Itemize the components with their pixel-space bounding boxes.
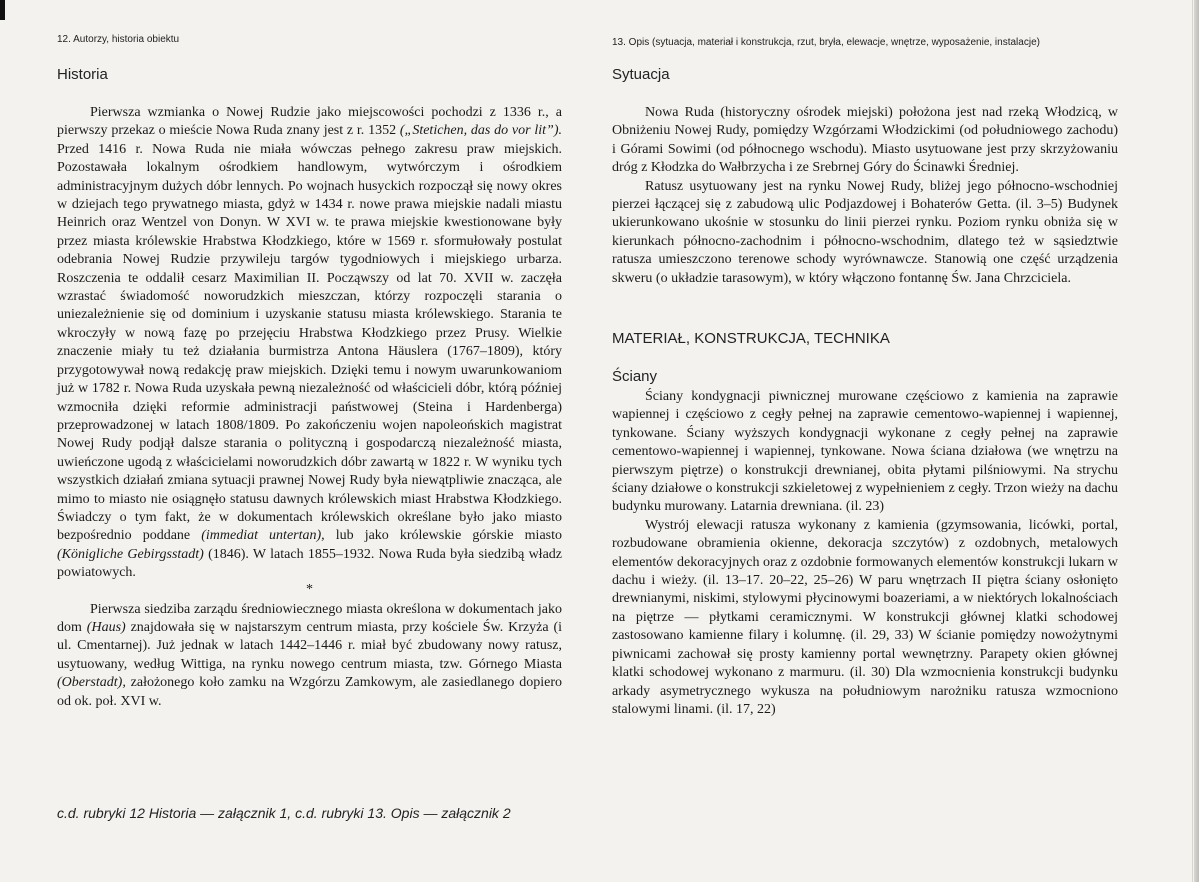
text-run: lub jako królewskie górskie miasto <box>324 528 562 544</box>
italic-term: (Oberstadt), <box>57 675 126 691</box>
italic-term: (Haus) <box>86 619 126 635</box>
italic-term: (Königliche Gebirgsstadt) <box>57 546 204 562</box>
footer-note: c.d. rubryki 12 Historia — załącznik 1, c.d. rubryki 13. Opis — załącznik 2 <box>57 805 511 821</box>
sytuacja-paragraph-2: Ratusz usytuowany jest na rynku Nowej Rudy, bliżej jego północno-wschodniej pierzei łączącej się z zabudową ulic Podjazdowej i Bohaterów Getta. (il. 3–5) Budynek ukierunkowano ukośnie w stosunku do linii pierzei rynku. Poziom rynku obniża się w kierunkach północno-zachodnim i północno-wschodnim, dlatego też w sąsiedztwie ratusza umieszczono terenowe schody wyrównawcze. Stanowią one część urządzenia skweru (o układzie tarasowym), w który włączono fontannę Św. Jana Chrzciciela. <box>612 178 1118 286</box>
text-run: Przed 1416 r. Nowa Ruda nie miała wówczas pełnego zakresu praw miejskich. Pozostawała lokalnym ośrodkiem handlowym, wytwórczym i ośrodkiem administracyjnym dużych dóbr lennych. Po wojnach husyckich rozpoczął się nowy okres w dziejach tego prywatnego miasta, gdyż w 1434 r. nowe prawa miejskie nadali miastu Heinrich oraz Wentzel von Donyn. W XVI w. te prawa miejskie kwestionowane były przez miasta królewskie Hrabstwa Kłodzkiego, które w 1569 r. sformułowały postulat odebrania Nowej Rudzie przywileju targów tygodniowych i miejskiego urbarza. Roszczenia te oddalił cesarz Maximilian II. Począwszy od lat 70. XVII w. zaczęła wzrastać świadomość noworudzkich mieszczan, którzy rozpoczęli starania o uniezależnienie się od dominium i uzyskanie statusu miasta królewskiego. Starania te wkroczyły w nową fazę po przejęciu Hrabstwa Kłodzkiego przez Prusy. Wielkie znaczenie miały tu też działania burmistrza Antona Häuslera (1767–1809), który przygotowywał nową redakcję praw miejskich. Dzięki temu i nowym uwarunkowaniom już w 1782 r. Nowa Ruda uzyskała pewną niezależność od właścicieli dóbr, którą później wzmocniła dzięki reformie administracji państwowej (Steina i Hardenberga) przeprowadzonej w latach 1808/1809. Po zakończeniu wojen napoleońskich magistrat Nowej Rudy podjął dalsze starania o polityczną i gospodarczą niezależność miasta, uwieńczone ugodą z właścicielami noworudzkich dóbr zawartą w 1822 r. W wyniku tych wszystkich działań zmiana sytuacji prawnej Nowej Rudy była niewątpliwie znacząca, ale mimo to miasto nie osiągnęło statusu dawnych królewskich miast Hrabstwa Kłodzkiego. Świadczy o tym fakt, że w dokumentach królewskich określane było jako miasto bezpośrednio poddane <box>57 141 562 544</box>
scan-edge-mark <box>0 0 5 20</box>
historia-text <box>57 104 562 711</box>
sciany-text <box>612 388 1118 719</box>
text-run: znajdowała się w najstarszym centrum miasta, przy kościele Św. Krzyża (i ul. Cmentarnej). Już jednak w latach 1442–1446 r. miał być zbudowany nowy ratusz, usytuowany, według Wittiga, na rynku nowego centrum miasta, tzw. Górnego Miasta <box>57 619 563 672</box>
sciany-paragraph-2: Wystrój elewacji ratusza wykonany z kamienia (gzymsowania, licówki, portal, rozbudowane obramienia okienne, dekoracja szczytów) z ozdobnych, metalowych elementów dekoracyjnych oraz z ozdobnie formowanych elementów konstrukcji lukarn w dachu i wieży. (il. 13–17. 20–22, 25–26) W paru wnętrzach II piętra ściany osłonięto drewnianymi, niskimi, stylowymi płycinowymi boazeriami, a w niektórych lokalnościach na piętrze — płytkami ceramicznymi. W konstrukcji głównej klatki schodowej zastosowano kamienne filary i kolumnę. (il. 29, 33) W ścianie pomiędzy nowożytnymi piwnicami zachował się prosty kamienny portal wewnętrzny. Parapety okien głównej klatki schodowej wykonano z marmuru. (il. 30) Dla wzmocnienia konstrukcji budynku arkady asymetrycznego wykusza na południowym narożniku ratusza wzmocniono stalowymi linami. (il. 17, 22) <box>612 517 1118 717</box>
historia-paragraph-2 <box>57 601 562 711</box>
sytuacja-paragraph-1: Nowa Ruda (historyczny ośrodek miejski) położona jest nad rzeką Włodzicą, w Obniżeniu Nowej Rudy, pomiędzy Wzgórzami Włodzickimi (od południowego zachodu) i Górami Sowimi (od północnego wschodu). Miasto usytuowane jest przy skrzyżowaniu dróg z Kłodzka do Wałbrzycha i ze Srebrnej Góry do Ścinawki Średniej. <box>612 105 1118 176</box>
italic-quote: („Stetichen, das do vor lit”). <box>399 123 562 139</box>
subsection-title-sciany: Ściany <box>612 368 658 385</box>
section-separator: * <box>306 581 313 597</box>
page-edge-line <box>1192 0 1193 882</box>
section-title-historia: Historia <box>57 66 108 83</box>
text-run: (1846). W latach 1855–1932. Nowa Ruda była siedzibą władz powiatowych. <box>57 546 563 581</box>
historia-paragraph-1 <box>57 104 562 583</box>
right-column-header: 13. Opis (sytuacja, materiał i konstrukcja, rzut, bryła, elewacje, wnętrze, wyposażenie, instalacje) <box>612 37 1040 48</box>
scan-edge-shadow <box>1194 0 1199 882</box>
sytuacja-text <box>612 104 1118 288</box>
sciany-paragraph-1: Ściany kondygnacji piwnicznej murowane częściowo z kamienia na zaprawie wapiennej i częściowo z cegły pełnej na zaprawie cementowo-wapiennej i wapiennej, tynkowane. Ściany wyższych kondygnacji wykonane z cegły pełnej na zaprawie cementowo-wapiennej i wapiennej, tynkowane. Nowa ściana działowa (we wnętrzu na pierwszym piętrze) o konstrukcji drewnianej, obita płytami pilśniowymi. Na strychu ściany działowe o konstrukcji szkieletowej z wypełnieniem z cegły. Trzon wieży na dachu budynku murowany. Latarnia drewniana. (il. 23) <box>612 389 1118 515</box>
text-run: założonego koło zamku na Wzgórzu Zamkowym, ale zasiedlanego dopiero od ok. poł. XVI w. <box>57 675 562 709</box>
left-column-header: 12. Autorzy, historia obiektu <box>57 34 180 45</box>
text-run: Pierwsza siedziba zarządu średniowiecznego miasta określona w dokumentach jako dom <box>57 601 562 635</box>
italic-term: (immediat untertan), <box>201 528 325 544</box>
section-title-sytuacja: Sytuacja <box>612 66 670 83</box>
section-title-material: MATERIAŁ, KONSTRUKCJA, TECHNIKA <box>612 330 890 347</box>
text-run: Pierwsza wzmianka o Nowej Rudzie jako miejscowości pochodzi z 1336 r., a pierwszy przekaz o mieście Nowa Ruda znany jest z r. 1352 <box>57 105 562 139</box>
